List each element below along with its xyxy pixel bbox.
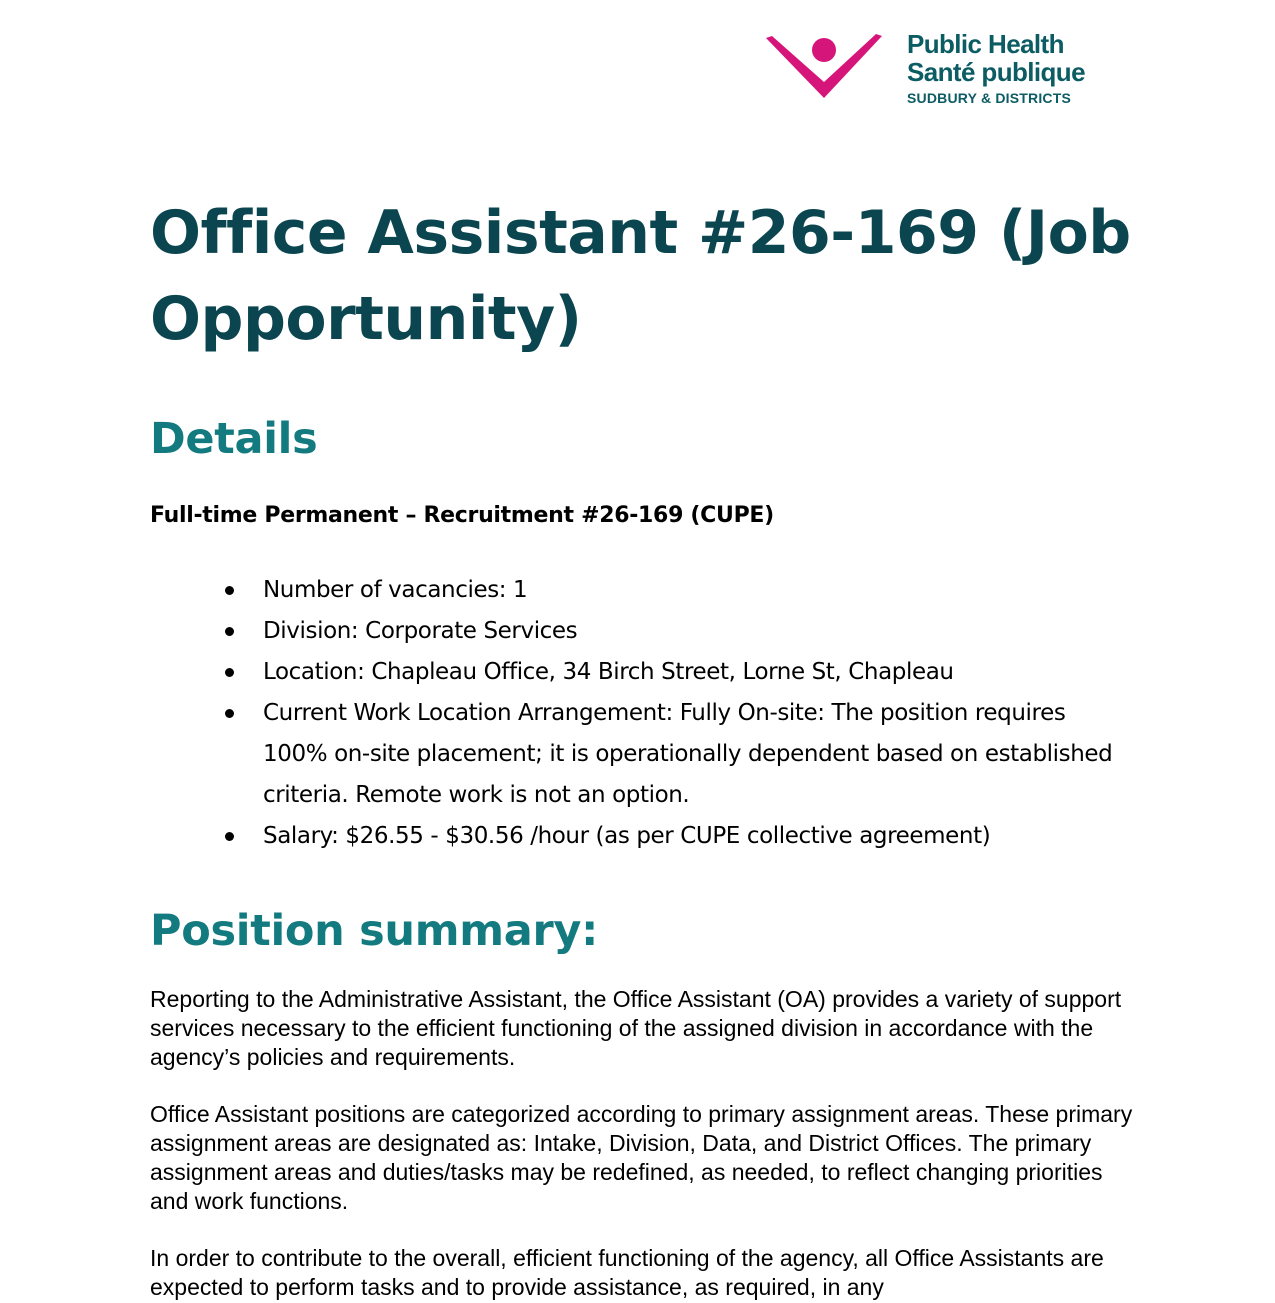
detail-item-vacancies [263, 570, 1133, 611]
detail-item-work-arrangement [263, 693, 1133, 816]
position-type-subheading: Full-time Permanent – Recruitment #26-169 (CUPE) [150, 503, 774, 528]
detail-item-text: Current Work Location Arrangement: Fully On-site: The position requires 100% on-site placement; it is operationally dependent based on established criteria. Remote work is not an option. [263, 700, 1113, 808]
detail-item-text: Number of vacancies: 1 [263, 577, 528, 603]
detail-item-salary [263, 816, 1133, 857]
detail-item-division [263, 611, 1133, 652]
logo-text [907, 30, 1097, 107]
logo-line-region: SUDBURY & DISTRICTS [907, 90, 1072, 106]
logo-line-french: Santé publique [907, 57, 1085, 87]
summary-paragraph-expectations: In order to contribute to the overall, efficient functioning of the agency, all Office Assistants are expected to perform tasks and to provide assistance, as required, in any [150, 1245, 1104, 1300]
detail-item-text: Salary: $26.55 - $30.56 /hour (as per CUPE collective agreement) [263, 823, 991, 849]
logo-line-english: Public Health [907, 29, 1064, 59]
bullet-icon [225, 832, 234, 841]
bullet-icon [225, 627, 234, 636]
organization-logo [764, 30, 1084, 110]
details-list [263, 570, 1133, 857]
logo-figure-icon [764, 30, 884, 102]
bullet-icon [225, 586, 234, 595]
page-title: Office Assistant #26-169 (Job Opportunity) [150, 198, 1131, 354]
detail-item-text: Division: Corporate Services [263, 618, 578, 644]
bullet-icon [225, 709, 234, 718]
summary-paragraph-reporting: Reporting to the Administrative Assistant, the Office Assistant (OA) provides a variety of support services necessary to the efficient functioning of the assigned division in accordance with the agency’s policies and requirements. [150, 986, 1122, 1070]
bullet-icon [225, 668, 234, 677]
summary-paragraph-assignment-areas: Office Assistant positions are categorized according to primary assignment areas. These primary assignment areas are designated as: Intake, Division, Data, and District Offices. The primary assignment areas and duties/tasks may be redefined, as needed, to reflect changing priorities and work functions. [150, 1101, 1133, 1214]
detail-item-location [263, 652, 1133, 693]
position-summary-heading: Position summary: [150, 906, 598, 956]
detail-item-text: Location: Chapleau Office, 34 Birch Street, Lorne St, Chapleau [263, 659, 954, 685]
details-heading: Details [150, 414, 318, 464]
